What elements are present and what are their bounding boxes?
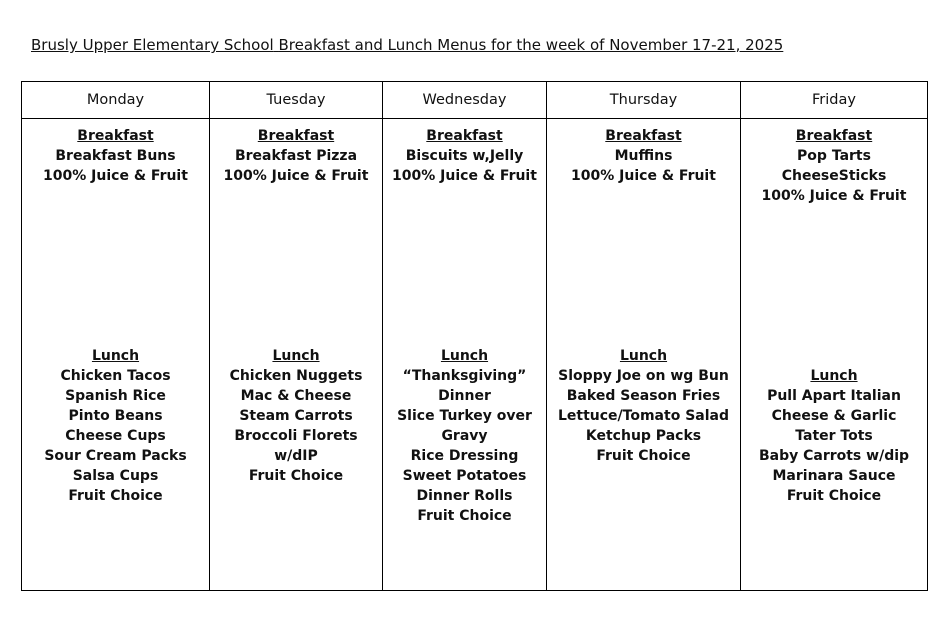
lunch-heading: Lunch bbox=[91, 348, 140, 364]
lunch-item: Fruit Choice bbox=[417, 508, 512, 524]
day-header-thursday: Thursday bbox=[547, 82, 741, 119]
lunch-item: Cheese Cups bbox=[65, 428, 166, 444]
lunch-item: Sloppy Joe on wg Bun bbox=[558, 368, 729, 384]
lunch-item: Cheese & Garlic bbox=[771, 408, 897, 424]
lunch-section bbox=[741, 346, 927, 506]
lunch-item: Fruit Choice bbox=[68, 488, 163, 504]
lunch-item: Dinner Rolls bbox=[416, 488, 513, 504]
lunch-item: Salsa Cups bbox=[72, 468, 159, 484]
lunch-item: Baked Season Fries bbox=[566, 388, 721, 404]
breakfast-item: 100% Juice & Fruit bbox=[392, 168, 537, 184]
lunch-item: Chicken Nuggets bbox=[229, 368, 363, 384]
breakfast-item: Pop Tarts bbox=[797, 148, 871, 164]
breakfast-section bbox=[383, 119, 546, 346]
lunch-item: Broccoli Florets bbox=[234, 428, 358, 444]
lunch-heading: Lunch bbox=[619, 348, 668, 364]
lunch-heading: Lunch bbox=[810, 368, 858, 384]
lunch-item: Fruit Choice bbox=[248, 468, 344, 484]
menu-row bbox=[22, 119, 928, 591]
lunch-item: Pull Apart Italian bbox=[767, 388, 901, 404]
lunch-heading: Lunch bbox=[440, 348, 489, 364]
breakfast-item: Breakfast Buns bbox=[55, 148, 176, 164]
breakfast-heading: Breakfast bbox=[426, 128, 503, 144]
menu-cell-thursday bbox=[547, 119, 741, 591]
day-header-wednesday: Wednesday bbox=[383, 82, 547, 119]
lunch-item: Steam Carrots bbox=[239, 408, 353, 424]
menu-title: Breakfast and Lunch Menus for the week of November 17-21, 2025 bbox=[278, 36, 784, 54]
menu-cell-monday bbox=[22, 119, 210, 591]
breakfast-heading: Breakfast bbox=[257, 128, 335, 144]
breakfast-item: Muffins bbox=[614, 148, 673, 164]
day-header-row bbox=[22, 82, 928, 119]
school-name: Brusly Upper Elementary School bbox=[31, 36, 274, 54]
breakfast-section bbox=[210, 119, 382, 346]
lunch-item: Ketchup Packs bbox=[585, 428, 702, 444]
lunch-item: Dinner bbox=[438, 388, 491, 404]
lunch-item: Marinara Sauce bbox=[772, 468, 896, 484]
lunch-item: Fruit Choice bbox=[786, 488, 882, 504]
lunch-item: “Thanksgiving” bbox=[402, 368, 527, 384]
breakfast-heading: Breakfast bbox=[795, 128, 873, 144]
lunch-item: Rice Dressing bbox=[410, 448, 519, 464]
day-header-friday: Friday bbox=[741, 82, 928, 119]
breakfast-section bbox=[547, 119, 740, 346]
lunch-item: Baby Carrots w/dip bbox=[758, 448, 910, 464]
lunch-item: Spanish Rice bbox=[65, 388, 166, 404]
menu-cell-tuesday bbox=[210, 119, 383, 591]
menu-cell-wednesday bbox=[383, 119, 547, 591]
breakfast-item: Biscuits w,Jelly bbox=[405, 148, 524, 164]
lunch-item: w/dIP bbox=[274, 448, 318, 464]
lunch-item: Chicken Tacos bbox=[60, 368, 171, 384]
day-header-tuesday: Tuesday bbox=[210, 82, 383, 119]
breakfast-heading: Breakfast bbox=[77, 128, 154, 144]
breakfast-section bbox=[741, 119, 927, 346]
breakfast-item: Breakfast Pizza bbox=[234, 148, 358, 164]
lunch-item: Lettuce/Tomato Salad bbox=[557, 408, 729, 424]
lunch-section bbox=[383, 346, 546, 526]
lunch-section bbox=[547, 346, 740, 466]
lunch-heading: Lunch bbox=[272, 348, 320, 364]
menu-cell-friday bbox=[741, 119, 928, 591]
lunch-item: Gravy bbox=[441, 428, 488, 444]
breakfast-item: 100% Juice & Fruit bbox=[43, 168, 188, 184]
breakfast-item: CheeseSticks bbox=[781, 168, 887, 184]
lunch-item: Mac & Cheese bbox=[240, 388, 352, 404]
breakfast-item: 100% Juice & Fruit bbox=[223, 168, 369, 184]
document-title bbox=[31, 36, 783, 54]
lunch-item: Sweet Potatoes bbox=[402, 468, 527, 484]
lunch-item: Slice Turkey over bbox=[397, 408, 532, 424]
weekly-menu-table bbox=[21, 81, 928, 591]
breakfast-heading: Breakfast bbox=[605, 128, 682, 144]
breakfast-item: 100% Juice & Fruit bbox=[761, 188, 907, 204]
lunch-item: Fruit Choice bbox=[596, 448, 691, 464]
lunch-item: Tater Tots bbox=[795, 428, 873, 444]
breakfast-item: 100% Juice & Fruit bbox=[571, 168, 716, 184]
breakfast-section bbox=[22, 119, 209, 346]
day-header-monday: Monday bbox=[22, 82, 210, 119]
lunch-item: Pinto Beans bbox=[68, 408, 163, 424]
lunch-section bbox=[22, 346, 209, 506]
lunch-item: Sour Cream Packs bbox=[44, 448, 187, 464]
lunch-section bbox=[210, 346, 382, 486]
